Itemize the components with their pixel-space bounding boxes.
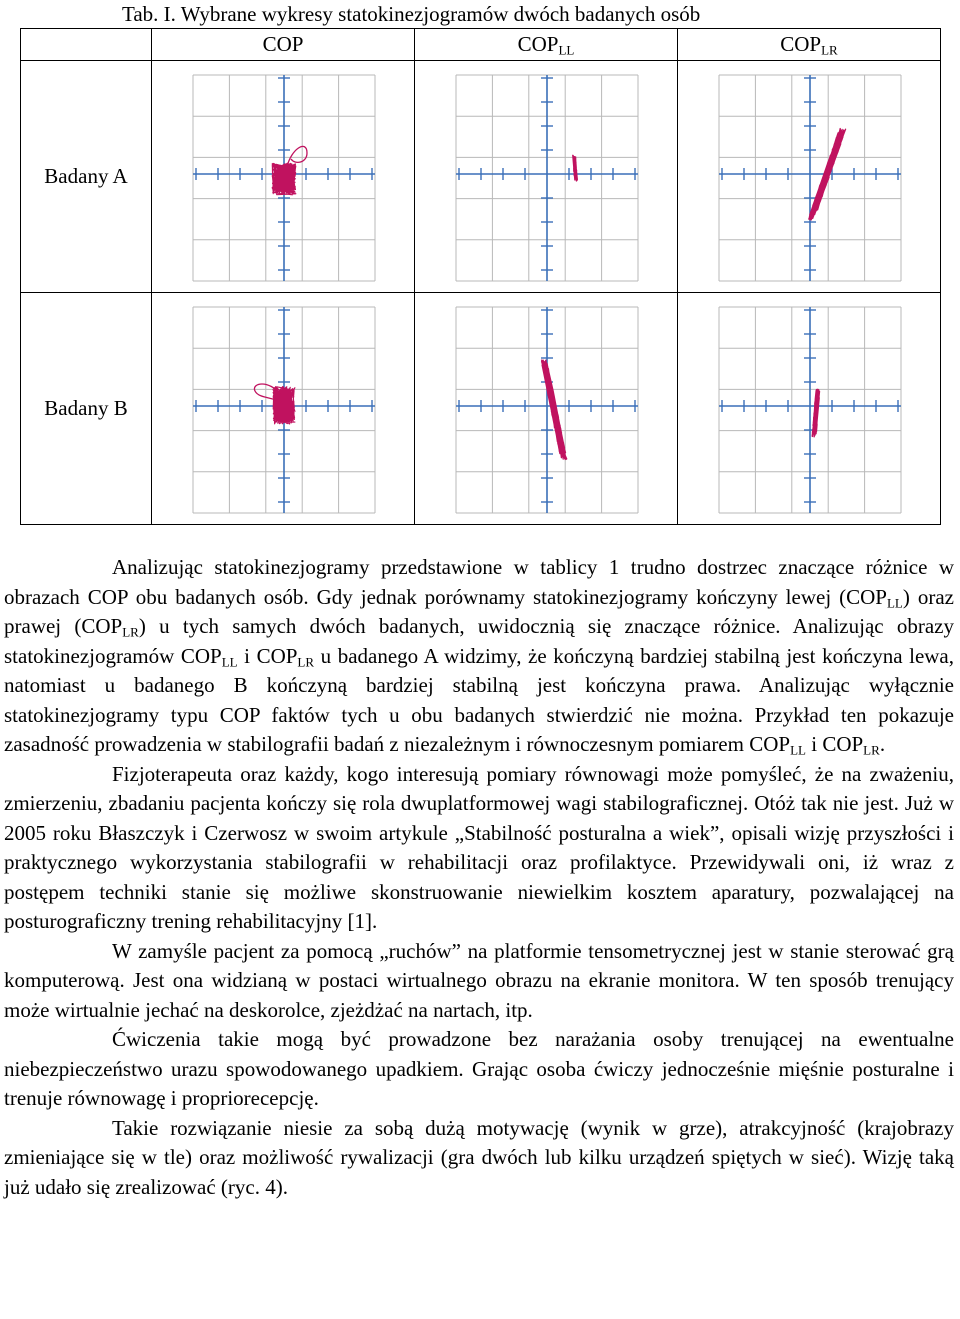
trace-b-cop-lr: [812, 389, 819, 436]
paragraph-2: Fizjoterapeuta oraz każdy, kogo interesują pomiary równowagi może pomyśleć, że na zważeniu, zmierzeniu, zbadaniu pacjenta kończy się rola dwuplatformowej wagi stabilograficznej. Otóż tak nie jest. Już w 2005 roku Błaszczyk i Czerwosz w swoim artykule „Stabilność posturalna a wiek”, opisali wizję przyszłości i praktycznego wykorzystania stabilografii w rehabilitacji oraz profilaktyce. Przewidywali oni, iż wraz z postępem techniki stanie się możliwe skonstruowanie niewielkim kosztem aparatury, pozwalającej na posturograficzny trening rehabilitacyjny [1].: [4, 761, 954, 933]
table-caption: Tab. I. Wybrane wykresy statokinezjogramów dwóch badanych osób: [122, 2, 701, 26]
corner-cell: [21, 29, 152, 61]
column-header-cop-lr: $COP_{LR}$: [678, 29, 941, 61]
trace-a-cop: [272, 163, 296, 195]
statokinesiogram-table: [20, 28, 941, 525]
plot-b-cop: [183, 299, 383, 519]
plot-a-cop: [183, 67, 383, 287]
paragraph-3: W zamyśle pacjent za pomocą „ruchów” na platformie tensometrycznej jest w stanie sterować grą komputerową. Jest ona widzianą w postaci wirtualnego obrazu na ekranie monitora. W ten sposób trenujący może wirtualnie jechać na deskorolce, zjeżdżać na nartach, itp.: [4, 938, 954, 1022]
paragraph-1: Analizując statokinezjogramy przedstawione w tablicy 1 trudno dostrzec znaczące różnice w obrazach COP obu badanych osób. Gdy jednak porównamy statokinezjogramy kończyny lewej $(COP_{LL})$ oraz prawej $(COP_{LR})$ u tych samych dwóch badanych, uwidocznią się znaczące różnice. Analizując obrazy statokinezjogramów $COP_{LL}$ i $COP_{LR}$ u badanego A widzimy, że kończyną bardziej stabilną jest kończyna lewa, natomiast u badanego B kończyną bardziej stabilną jest kończyna prawa. Analizując wyłącznie statokinezjogramy typu COP faktów tych u obu badanych stwierdzić nie można. Przykład ten pokazuje zasadność prowadzenia w stabilografii badań z niezależnym i równoczesnym pomiarem $COP_{LL}$ i $COP_{LR}$.: [4, 555, 954, 758]
plot-axes: [719, 75, 901, 281]
column-header-cop: COP: [152, 29, 415, 61]
paragraph-5: Takie rozwiązanie niesie za sobą dużą motywację (wynik w grze), atrakcyjność (krajobrazy zmieniające się w tle) oraz możliwość rywalizacji (gra dwóch lub kilku urządzeń spiętych w sieć). Wizję taką już udało się zrealizować (ryc. 4).: [4, 1115, 954, 1199]
header-row: [21, 29, 941, 61]
trace-b-cop: [273, 386, 295, 423]
row-badany-b: [21, 293, 941, 525]
trace-a-cop-ll: [573, 155, 578, 181]
plot-axes: [719, 307, 901, 513]
plot-a-cop-ll: [446, 67, 646, 287]
row-badany-a: [21, 61, 941, 293]
column-header-cop-ll: $COP_{LL}$: [415, 29, 678, 61]
plot-b-cop-lr: [709, 299, 909, 519]
row-label-badany-a: Badany A: [21, 61, 152, 293]
plot-b-cop-ll: [446, 299, 646, 519]
paragraph-4: Ćwiczenia takie mogą być prowadzone bez narażania osoby trenującej na ewentualne niebezpieczeństwo urazu spowodowanego upadkiem. Grając osoba ćwiczy jednocześnie mięśnie posturalne i trenuje równowagę i propriorecepcję.: [4, 1027, 954, 1110]
plot-a-cop-lr: [709, 67, 909, 287]
plot-axes: [456, 307, 638, 513]
plot-axes: [456, 75, 638, 281]
body-text: [4, 553, 954, 1202]
trace-b-cop-ll: [542, 360, 567, 459]
row-label-badany-b: Badany B: [21, 293, 152, 525]
